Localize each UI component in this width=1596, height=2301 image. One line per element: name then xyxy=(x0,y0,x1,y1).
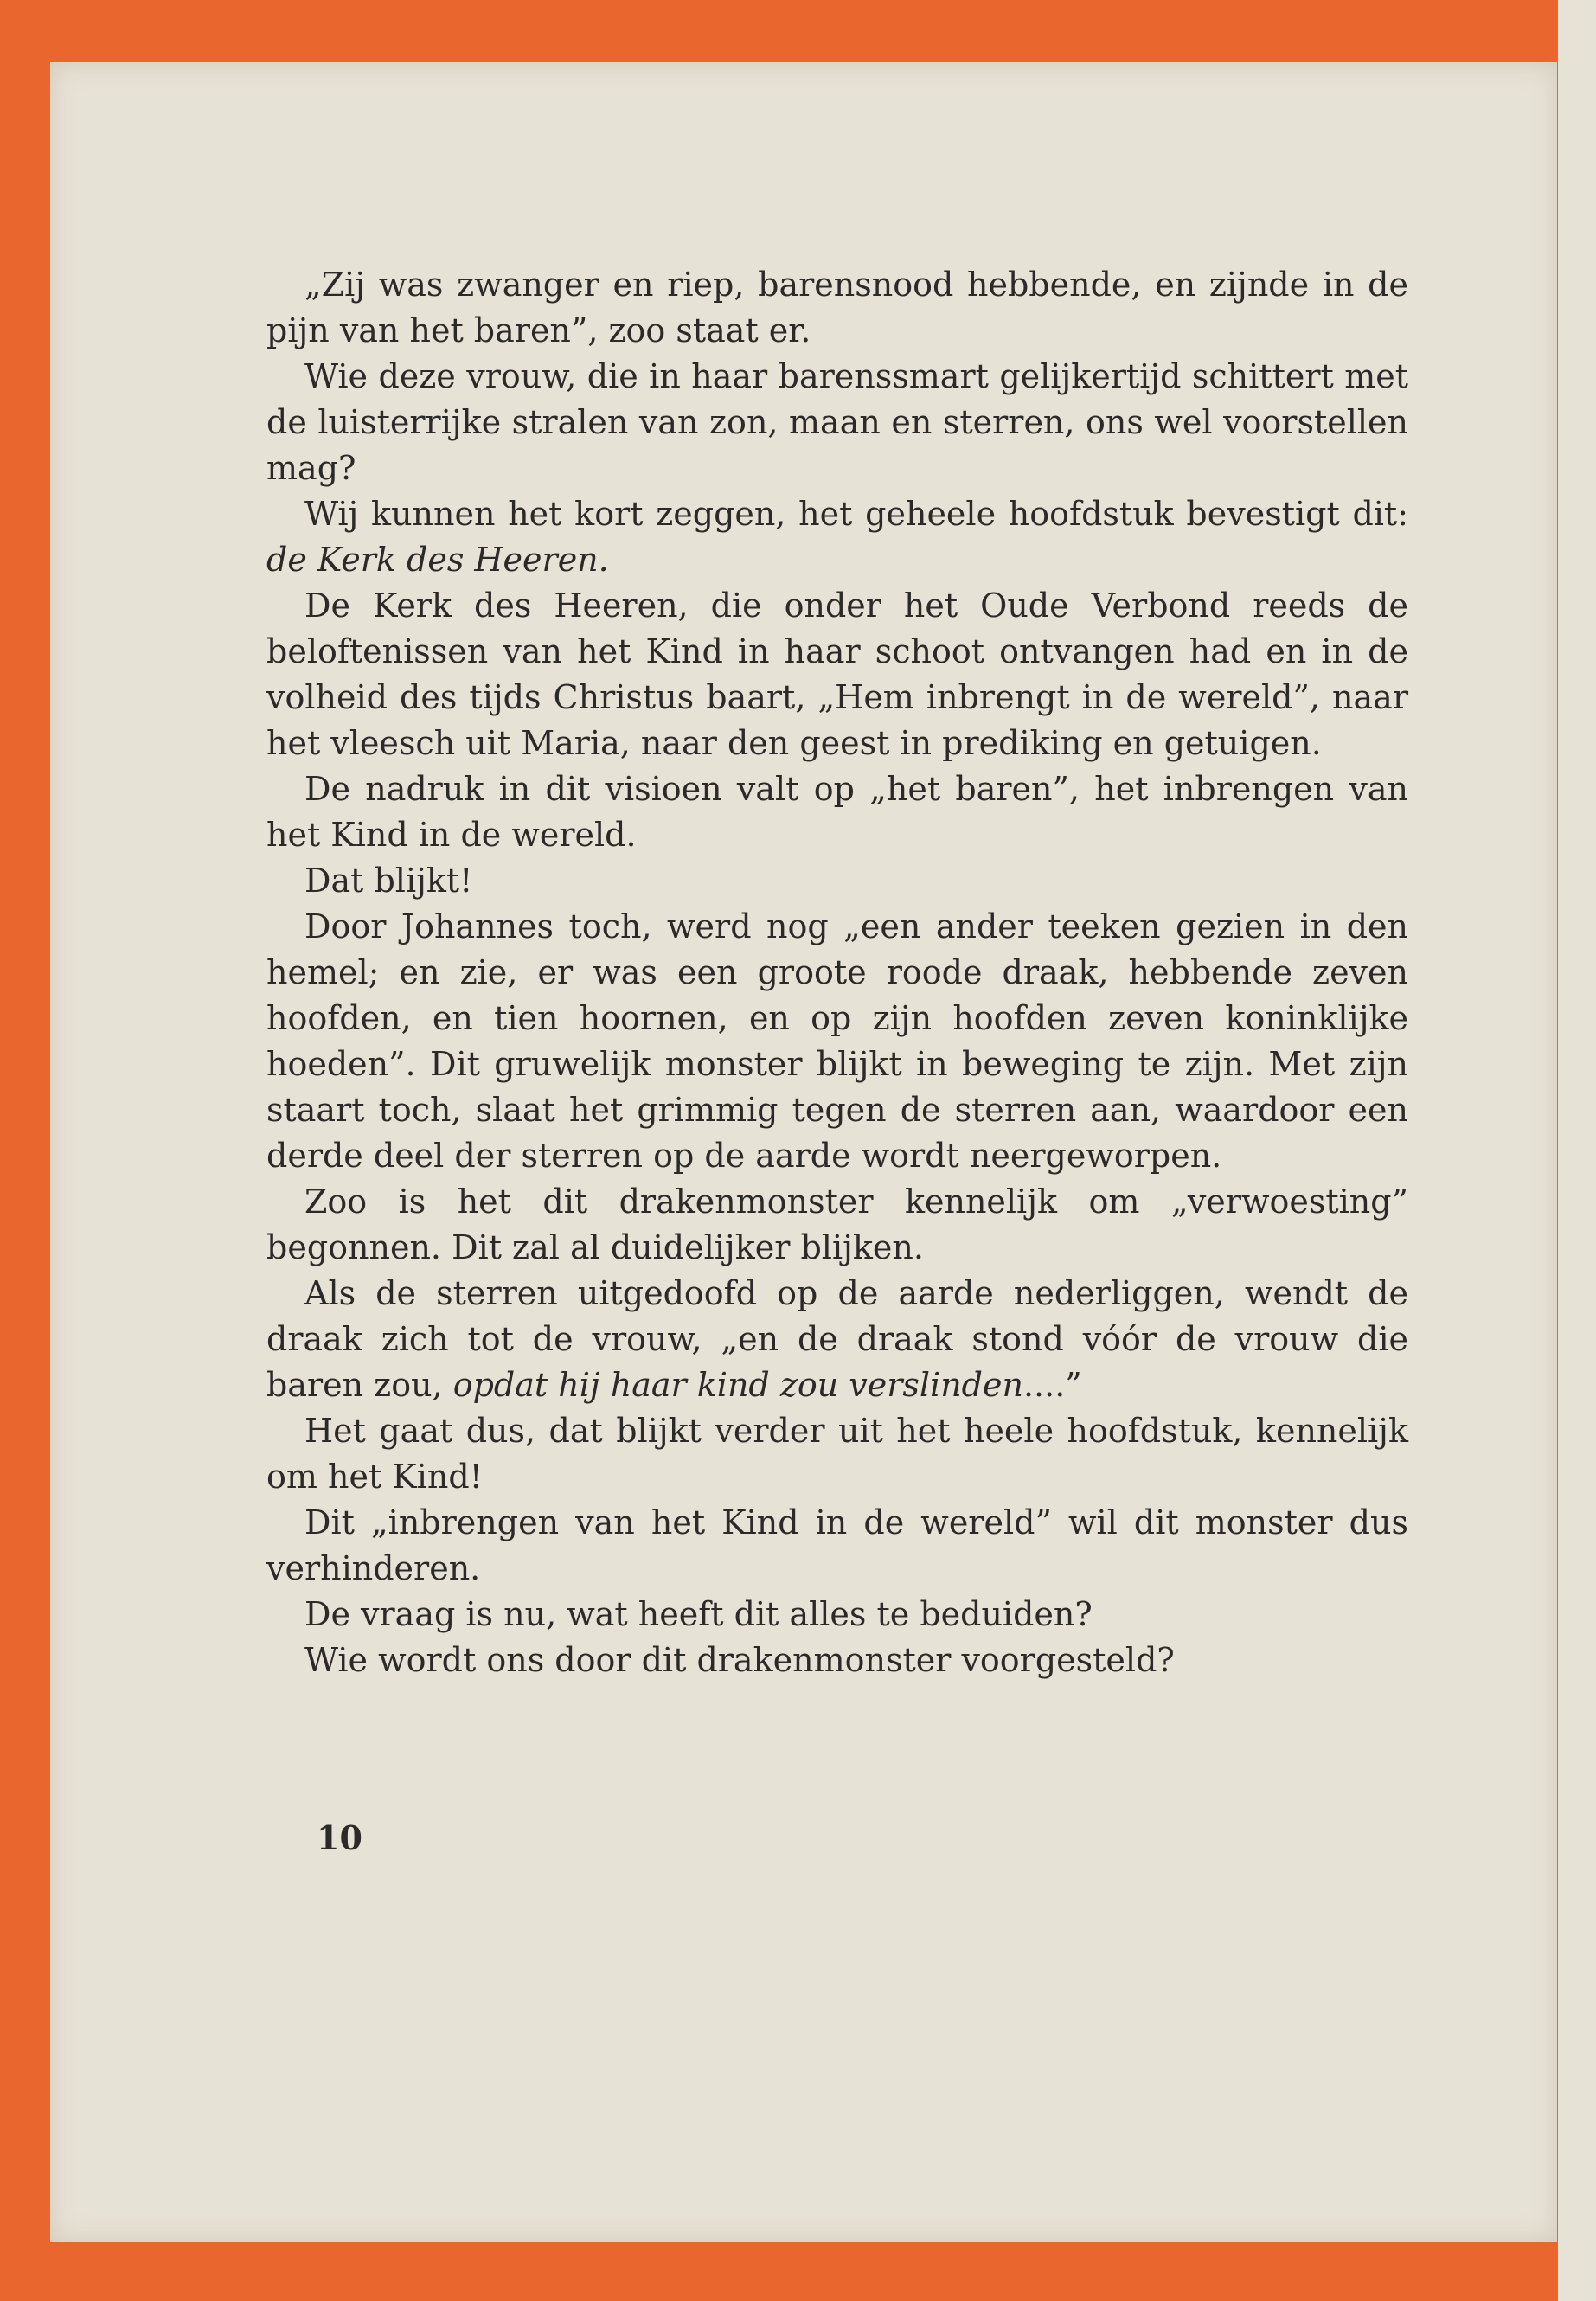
text-segment: Wie wordt ons door dit drakenmonster voorgesteld? xyxy=(304,1641,1175,1679)
body-text xyxy=(266,262,1408,1683)
text-segment: De nadruk in dit visioen valt op „het baren”, het inbrengen van het Kind in de wereld. xyxy=(266,770,1408,854)
text-segment: Wie deze vrouw, die in haar barenssmart gelijkertijd schittert met de luisterrijke stralen van zon, maan en sterren, ons wel voorstellen mag? xyxy=(266,357,1408,487)
text-segment: De vraag is nu, wat heeft dit alles te beduiden? xyxy=(304,1595,1093,1633)
paragraph xyxy=(266,904,1408,1179)
paragraph xyxy=(266,1408,1408,1500)
paragraph xyxy=(266,766,1408,858)
paragraph xyxy=(266,262,1408,354)
text-segment: Door Johannes toch, werd nog „een ander teeken gezien in den hemel; en zie, er was een groote roode draak, hebbende zeven hoofden, en tien hoornen, en op zijn hoofden zeven koninklijke hoeden”. Dit gruwelijk monster blijkt in beweging te zijn. Met zijn staart toch, slaat het grimmig tegen de sterren aan, waardoor een derde deel der sterren op de aarde wordt neergeworpen. xyxy=(266,907,1408,1175)
italic-text: opdat hij haar kind zou verslinden xyxy=(452,1366,1023,1404)
right-edge-strip xyxy=(1558,0,1596,2301)
text-segment: „Zij was zwanger en riep, barensnood hebbende, en zijnde in de pijn van het baren”, zoo staat er. xyxy=(266,266,1408,349)
paragraph xyxy=(266,583,1408,766)
text-segment: De Kerk des Heeren, die onder het Oude Verbond reeds de beloftenissen van het Kind in haar schoot ontvangen had en in de volheid des tijds Christus baart, „Hem inbrengt in de wereld”, naar het vleesch uit Maria, naar den geest in prediking en getuigen. xyxy=(266,586,1408,762)
text-segment: Dit „inbrengen van het Kind in de wereld” wil dit monster dus verhinderen. xyxy=(266,1503,1408,1587)
paragraph xyxy=(266,1179,1408,1271)
page-number: 10 xyxy=(317,1818,362,1857)
paragraph xyxy=(266,1638,1408,1683)
text-segment: Wij kunnen het kort zeggen, het geheele hoofdstuk bevestigt dit: xyxy=(304,495,1408,533)
text-segment: Dat blijkt! xyxy=(304,862,473,900)
text-segment: Als de sterren uitgedoofd op de aarde nederliggen, wendt de draak zich tot de vrouw, „en de draak stond vóór de vrouw die baren zou, xyxy=(266,1274,1408,1404)
paragraph xyxy=(266,1271,1408,1408)
paragraph xyxy=(266,1500,1408,1592)
text-segment: Zoo is het dit drakenmonster kennelijk om „verwoesting” begonnen. Dit zal al duidelijker blijken. xyxy=(266,1183,1408,1266)
text-segment: Het gaat dus, dat blijkt verder uit het heele hoofdstuk, kennelijk om het Kind! xyxy=(266,1412,1408,1496)
paragraph xyxy=(266,354,1408,491)
paragraph xyxy=(266,1592,1408,1638)
paragraph xyxy=(266,491,1408,583)
italic-text: de Kerk des Heeren. xyxy=(266,541,609,579)
text-segment: ....” xyxy=(1022,1366,1082,1404)
paragraph xyxy=(266,858,1408,904)
